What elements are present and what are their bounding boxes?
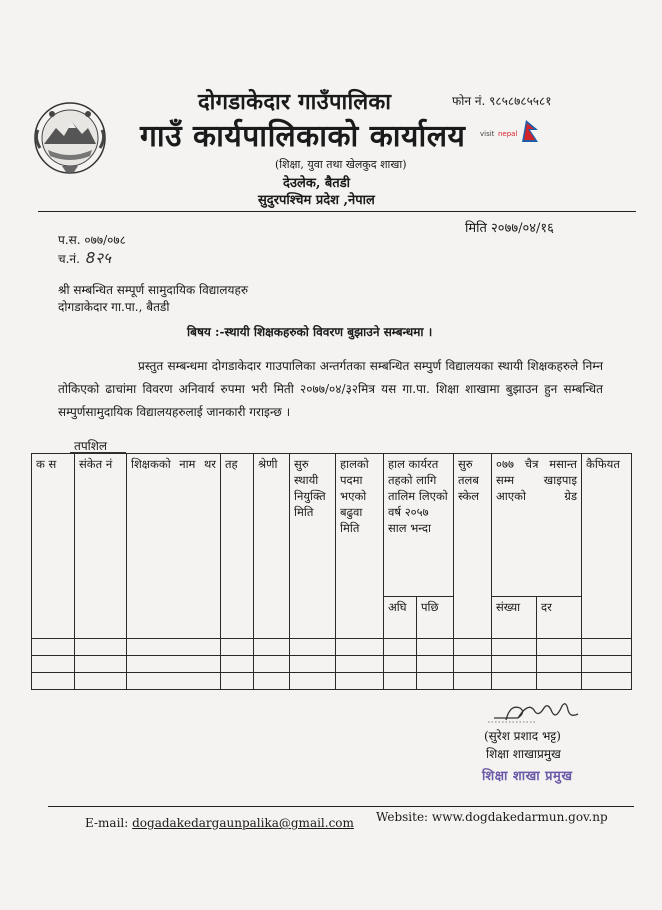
table-cell (417, 656, 454, 673)
table-cell (384, 639, 417, 656)
table-row (32, 673, 632, 690)
header-grade: श्रेणी (254, 454, 290, 639)
svg-text:visit: visit (480, 130, 495, 138)
table-cell (75, 656, 127, 673)
office-title: गाउँ कार्यपालिकाको कार्यालय (140, 119, 466, 154)
table-cell (582, 656, 632, 673)
table-cell (254, 673, 290, 690)
table-cell (336, 673, 384, 690)
header-current-post: हालको पदमा भएको बढुवा मिति (336, 454, 384, 639)
municipality-name: दोगडाकेदार गाउँपालिका (198, 89, 392, 115)
table-cell (454, 673, 492, 690)
office-section: (शिक्षा, युवा तथा खेलकुद शाखा) (275, 158, 407, 171)
table-cell (127, 639, 221, 656)
table-cell (32, 673, 75, 690)
dispatch-number (58, 248, 111, 268)
table-cell (417, 673, 454, 690)
table-cell (384, 656, 417, 673)
table-cell (290, 656, 336, 673)
signatory-title: शिक्षा शाखाप्रमुख (486, 747, 561, 761)
table-cell (75, 639, 127, 656)
header-grade-rate: दर (537, 597, 582, 639)
header-training-before: अघि (384, 597, 417, 639)
signatory-name: (सुरेश प्रशाद भट्ट) (484, 729, 561, 743)
table-cell (32, 656, 75, 673)
letter-subject: बिषय :-स्थायी शिक्षकहरुको विवरण बुझाउने सम्बन्धमा । (187, 325, 433, 339)
table-cell (454, 639, 492, 656)
table-cell (537, 639, 582, 656)
header-sn: क स (32, 454, 75, 639)
table-cell (221, 673, 254, 690)
recipient-line-1: श्री सम्बन्धित सम्पूर्ण सामुदायिक विद्यालयहरु (58, 283, 249, 297)
table-cell (492, 656, 537, 673)
dispatch-label: च.नं. (58, 252, 80, 266)
table-cell (254, 656, 290, 673)
table-cell (582, 673, 632, 690)
header-teacher-name: शिक्षकको नाम थर (127, 454, 221, 639)
header-divider (38, 211, 636, 212)
table-cell (492, 639, 537, 656)
table-cell (454, 656, 492, 673)
recipient-line-2: दोगडाकेदार गा.पा., बैतडी (58, 300, 170, 314)
footer-email (85, 816, 354, 830)
table-cell (537, 656, 582, 673)
header-training: हाल कार्यरत तहको लागि तालिम लिएको वर्ष २०५७ साल भन्दा (384, 454, 454, 597)
table-cell (290, 639, 336, 656)
footer-website[interactable]: Website: www.dogdakedarmun.gov.np (376, 810, 608, 824)
nepal-emblem-icon (32, 100, 108, 176)
dispatch-value: 8२५ (85, 249, 111, 267)
header-pay-scale: सुरु तलब स्केल (454, 454, 492, 639)
table-cell (582, 639, 632, 656)
table-caption: तपशिल (74, 439, 108, 453)
header-remarks: कैफियत (582, 454, 632, 639)
email-link[interactable]: dogadakedargaunpalika@gmail.com (132, 816, 354, 830)
header-grade-count: संख्या (492, 597, 537, 639)
footer-divider (48, 806, 634, 807)
header-training-after: पछि (417, 597, 454, 639)
table-cell (254, 639, 290, 656)
table-cell (32, 639, 75, 656)
table-cell (336, 656, 384, 673)
visit-nepal-logo (478, 118, 540, 144)
header-level: तह (221, 454, 254, 639)
phone-number: फोन नं. ९८५८७८५५८१ (452, 94, 552, 108)
office-province: सुदुरपश्चिम प्रदेश ,नेपाल (258, 193, 375, 208)
table-cell (127, 656, 221, 673)
table-cell (127, 673, 221, 690)
table-cell (492, 673, 537, 690)
teacher-details-table (31, 453, 632, 690)
table-cell (290, 673, 336, 690)
letter-body: प्रस्तुत सम्बन्धमा दोगडाकेदार गाउपालिका अन्तर्गतका सम्बन्धित सम्पुर्ण विद्यालयका स्थायी शिक्षकहरुले निम्न तोकिएको ढाचांमा विवरण अनिवार्य रुपमा भरी मिती २०७७/०४/३२मित्र यस गा.पा. शिक्षा शाखामा बुझाउन हुन सम्बन्धित सम्पुर्णसामुदायिक विद्यालयहरुलाई जानकारी गराइन्छ । (58, 359, 603, 419)
header-first-appointment: सुरु स्थायी नियुक्ति मिति (290, 454, 336, 639)
table-cell (336, 639, 384, 656)
table-cell (384, 673, 417, 690)
reference-number: प.स. ०७७/०७८ (58, 233, 126, 247)
svg-text:nepal: nepal (498, 130, 518, 138)
email-label: E-mail: (85, 816, 129, 830)
table-cell (537, 673, 582, 690)
official-stamp: शिक्षा शाखा प्रमुख (482, 769, 573, 784)
table-cell (221, 639, 254, 656)
office-address: देउलेक, बैतडी (283, 176, 351, 191)
table-cell (417, 639, 454, 656)
header-code: संकेत नं (75, 454, 127, 639)
header-grade-upto: ०७७ चैत्र मसान्त सम्म खाइपाइ आएको ग्रेड (492, 454, 582, 597)
handwritten-signature (488, 696, 584, 726)
table-cell (221, 656, 254, 673)
table-cell (75, 673, 127, 690)
table-row (32, 656, 632, 673)
table-row (32, 639, 632, 656)
letter-date: मिति २०७७/०४/१६ (465, 221, 554, 236)
